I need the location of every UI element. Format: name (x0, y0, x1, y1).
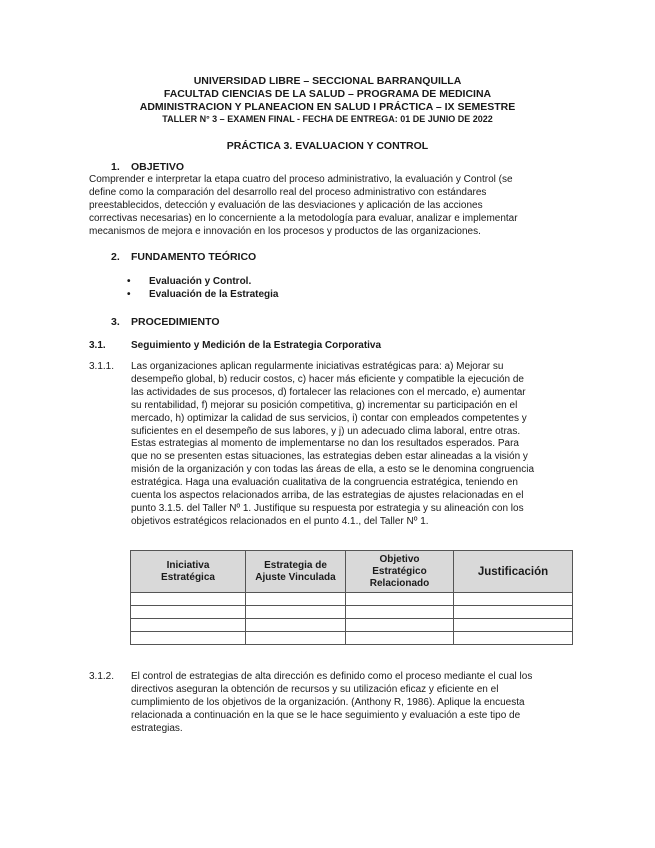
header-adjustment-strategy: Estrategia de Ajuste Vinculada (246, 551, 346, 593)
text-line: su rentabilidad, f) mejorar su posición competitiva, g) incrementar su participación en el (131, 399, 518, 411)
course-title: ADMINISTRACION Y PLANEACION EN SALUD I PRÁCTICA – IX SEMESTRE (139, 101, 516, 113)
bullet-text: Evaluación y Control. (149, 276, 252, 287)
strategic-congruence-table (130, 550, 573, 645)
section-3-1-2-number: 3.1.2. (89, 671, 115, 682)
text-line: las actividades de sus procesos, d) fortalecer las relaciones con el mercado, e) aumentar (131, 386, 526, 398)
table-cell[interactable] (346, 606, 454, 619)
header-strategic-objective: Objetivo Estratégico Relacionado (346, 551, 454, 593)
section-3-1-number: 3.1. (89, 340, 106, 351)
section-3-title: PROCEDIMIENTO (131, 316, 220, 328)
section-3-1-title: Seguimiento y Medición de la Estrategia Corporativa (131, 340, 382, 351)
bullet-icon: • (127, 289, 131, 300)
header-justification: Justificación (454, 551, 573, 593)
university-title: UNIVERSIDAD LIBRE – SECCIONAL BARRANQUILLA (193, 75, 462, 87)
section-3-number: 3. (111, 316, 120, 328)
text-line: mecanismos de mejora e innovación en los procesos y productos de las organizaciones. (89, 225, 481, 237)
table-row (131, 619, 573, 632)
table-cell[interactable] (131, 593, 246, 606)
table-cell[interactable] (454, 619, 573, 632)
bullet-item (127, 289, 279, 300)
table-cell[interactable] (246, 619, 346, 632)
table-cell[interactable] (131, 619, 246, 632)
text-line: estratégica. Haga una evaluación cualitativa de la congruencia estratégica, teniendo en (131, 477, 518, 489)
text-line: Comprender e interpretar la etapa cuatro del proceso administrativo, la evaluación y Control (se (89, 174, 513, 185)
table-cell[interactable] (454, 593, 573, 606)
text-line: que no se presenten estas situaciones, las estrategias deben estar alineadas a la visión y (131, 451, 528, 463)
bullet-icon: • (127, 276, 131, 287)
table-row (131, 606, 573, 619)
table-row (131, 632, 573, 645)
table-cell[interactable] (346, 593, 454, 606)
text-line: Estas estrategias al momento de implementarse no dan los resultados esperados. Para (131, 438, 519, 450)
text-line: El control de estrategias de alta dirección es definido como el proceso mediante el cual los (131, 671, 533, 682)
text-line: Las organizaciones aplican regularmente iniciativas estratégicas para: a) Mejorar su (131, 361, 504, 372)
section-1-number: 1. (111, 161, 120, 173)
table-cell[interactable] (246, 593, 346, 606)
section-1-paragraph (89, 174, 569, 239)
text-line: relacionada a continuación en la que se le hace seguimiento y evaluación a este tipo de (131, 709, 521, 721)
table-cell[interactable] (454, 632, 573, 645)
bullet-item (127, 276, 252, 287)
text-line: directivos aseguran la obtención de recursos y su utilización eficaz y eficiente en el (131, 683, 499, 695)
table-header-row (131, 551, 573, 593)
header-initiative: Iniciativa Estratégica (131, 551, 246, 593)
practice-title: PRÁCTICA 3. EVALUACION Y CONTROL (226, 140, 429, 152)
faculty-title: FACULTAD CIENCIAS DE LA SALUD – PROGRAMA DE MEDICINA (163, 88, 492, 100)
text-line: correctivas necesarias) en lo concerniente a la metodología para evaluar, analizar e implementar (89, 212, 518, 224)
bullet-text: Evaluación de la Estrategia (149, 289, 279, 300)
table-cell[interactable] (246, 606, 346, 619)
section-1-title: OBJETIVO (131, 161, 185, 173)
text-line: cumplimiento de los objetivos de la organización. (Anthony R, 1986). Aplique la encuesta (131, 696, 525, 708)
text-line: desempeño global, b) reducir costos, c) hacer más eficiente y compatible la ejecución de (131, 373, 524, 385)
section-2-title: FUNDAMENTO TEÓRICO (131, 251, 257, 263)
table-cell[interactable] (346, 632, 454, 645)
text-line: cuenta los aspectos relacionados arriba, de las estrategias de ajustes relacionadas en el (131, 490, 524, 502)
workshop-title: TALLER N° 3 – EXAMEN FINAL - FECHA DE ENTREGA: 01 DE JUNIO DE 2022 (162, 114, 493, 124)
text-line: estrategias. (131, 722, 183, 734)
text-line: suficientes en el desempeño de sus labores, y j) un adecuado clima laboral, entre otras. (131, 425, 521, 437)
section-3-1-1-number: 3.1.1. (89, 361, 115, 372)
section-3-1-2-paragraph (131, 671, 569, 736)
table-cell[interactable] (131, 606, 246, 619)
table-cell[interactable] (346, 619, 454, 632)
table-cell[interactable] (454, 606, 573, 619)
table-cell[interactable] (246, 632, 346, 645)
text-line: define como la comparación del desarrollo real del proceso administrativo con estándares (89, 186, 487, 198)
table-cell[interactable] (131, 632, 246, 645)
text-line: objetivos estratégicos relacionados en el punto 4.1., del Taller Nº 1. (131, 515, 429, 527)
table-row (131, 593, 573, 606)
text-line: preestablecidos, detección y evaluación de las desviaciones y aplicación de las acciones (89, 199, 483, 211)
section-3-1-1-paragraph (131, 361, 569, 529)
text-line: mercado, h) optimizar la calidad de sus servicios, i) contar con empleados competentes y (131, 412, 527, 424)
text-line: punto 3.1.5. del Taller Nº 1. Justifique su respuesta por estrategia y su alineación con los (131, 502, 524, 514)
text-line: misión de la organización y con todas las áreas de ella, a esto se le denomina congruencia (131, 464, 535, 476)
section-2-number: 2. (111, 251, 120, 263)
